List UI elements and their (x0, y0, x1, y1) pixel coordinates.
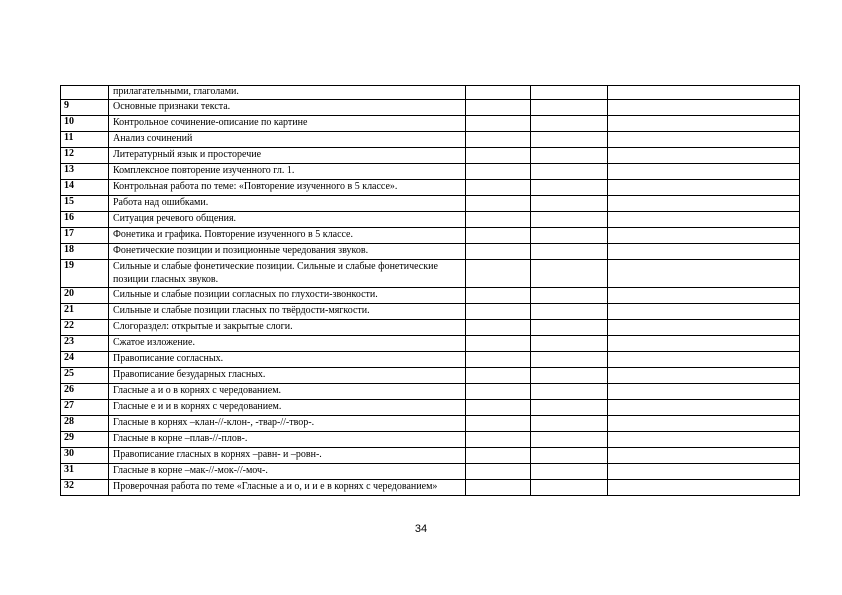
lesson-topic: Работа над ошибками. (109, 196, 466, 212)
empty-cell (466, 432, 531, 448)
lesson-number: 24 (61, 352, 109, 368)
table-row (61, 196, 800, 212)
lesson-topic: Анализ сочинений (109, 132, 466, 148)
lesson-number: 27 (61, 400, 109, 416)
empty-cell (608, 384, 800, 400)
empty-cell (531, 320, 608, 336)
table-row (61, 260, 800, 288)
lesson-number: 10 (61, 116, 109, 132)
empty-cell (531, 86, 608, 100)
empty-cell (608, 448, 800, 464)
empty-cell (531, 260, 608, 288)
table-row (61, 352, 800, 368)
empty-cell (466, 336, 531, 352)
lesson-topic: Гласные а и о в корнях с чередованием. (109, 384, 466, 400)
empty-cell (531, 288, 608, 304)
table-row (61, 464, 800, 480)
lesson-number: 21 (61, 304, 109, 320)
lesson-number: 23 (61, 336, 109, 352)
empty-cell (466, 86, 531, 100)
table-row (61, 244, 800, 260)
empty-cell (531, 304, 608, 320)
lesson-topic: Проверочная работа по теме «Гласные а и о, и и е в корнях с чередованием» (109, 480, 466, 496)
empty-cell (466, 384, 531, 400)
empty-cell (531, 480, 608, 496)
empty-cell (608, 480, 800, 496)
empty-cell (466, 416, 531, 432)
lesson-topic: Комплексное повторение изученного гл. 1. (109, 164, 466, 180)
table-row (61, 132, 800, 148)
table-row (61, 212, 800, 228)
lesson-topic: Правописание согласных. (109, 352, 466, 368)
table-row (61, 148, 800, 164)
empty-cell (608, 260, 800, 288)
empty-cell (608, 244, 800, 260)
empty-cell (466, 116, 531, 132)
table-row (61, 86, 800, 100)
empty-cell (466, 196, 531, 212)
table-row (61, 400, 800, 416)
empty-cell (466, 304, 531, 320)
empty-cell (466, 148, 531, 164)
lesson-topic: Слогораздел: открытые и закрытые слоги. (109, 320, 466, 336)
empty-cell (608, 86, 800, 100)
empty-cell (466, 288, 531, 304)
empty-cell (531, 336, 608, 352)
empty-cell (608, 352, 800, 368)
lesson-number: 11 (61, 132, 109, 148)
empty-cell (531, 368, 608, 384)
empty-cell (608, 432, 800, 448)
lesson-topic: прилагательными, глаголами. (109, 86, 466, 100)
lesson-number: 16 (61, 212, 109, 228)
lesson-number: 32 (61, 480, 109, 496)
table-row (61, 228, 800, 244)
lesson-plan-table (60, 85, 800, 496)
empty-cell (608, 320, 800, 336)
empty-cell (466, 132, 531, 148)
lesson-topic: Сжатое изложение. (109, 336, 466, 352)
empty-cell (531, 432, 608, 448)
empty-cell (608, 400, 800, 416)
empty-cell (466, 244, 531, 260)
empty-cell (531, 148, 608, 164)
lesson-topic: Гласные в корне –плав-//-плов-. (109, 432, 466, 448)
lesson-number: 28 (61, 416, 109, 432)
table-row (61, 384, 800, 400)
empty-cell (531, 400, 608, 416)
page-number: 34 (414, 523, 428, 535)
lesson-number: 17 (61, 228, 109, 244)
empty-cell (531, 384, 608, 400)
lesson-topic: Литературный язык и просторечие (109, 148, 466, 164)
empty-cell (531, 416, 608, 432)
empty-cell (531, 352, 608, 368)
table-row (61, 116, 800, 132)
empty-cell (608, 304, 800, 320)
lesson-number: 13 (61, 164, 109, 180)
lesson-topic: Гласные в корнях –клан-//-клон-, -твар-//-твор-. (109, 416, 466, 432)
lesson-topic: Правописание безударных гласных. (109, 368, 466, 384)
empty-cell (608, 196, 800, 212)
lesson-number: 9 (61, 100, 109, 116)
empty-cell (466, 400, 531, 416)
table-row (61, 432, 800, 448)
table-row (61, 480, 800, 496)
empty-cell (608, 116, 800, 132)
lesson-number (61, 86, 109, 100)
lesson-number: 31 (61, 464, 109, 480)
empty-cell (531, 244, 608, 260)
lesson-topic: Фонетика и графика. Повторение изученного в 5 классе. (109, 228, 466, 244)
empty-cell (608, 148, 800, 164)
lesson-number: 18 (61, 244, 109, 260)
table-row (61, 416, 800, 432)
table-body (61, 86, 800, 496)
table-row (61, 368, 800, 384)
table-row (61, 100, 800, 116)
empty-cell (531, 228, 608, 244)
lesson-topic: Правописание гласных в корнях –равн- и –ровн-. (109, 448, 466, 464)
empty-cell (608, 288, 800, 304)
lesson-number: 12 (61, 148, 109, 164)
lesson-number: 22 (61, 320, 109, 336)
empty-cell (466, 100, 531, 116)
empty-cell (466, 352, 531, 368)
empty-cell (608, 368, 800, 384)
table-row (61, 320, 800, 336)
lesson-number: 15 (61, 196, 109, 212)
table-row (61, 336, 800, 352)
lesson-topic: Ситуация речевого общения. (109, 212, 466, 228)
empty-cell (531, 464, 608, 480)
empty-cell (466, 320, 531, 336)
empty-cell (608, 100, 800, 116)
lesson-topic: Фонетические позиции и позиционные чередования звуков. (109, 244, 466, 260)
empty-cell (466, 464, 531, 480)
empty-cell (466, 368, 531, 384)
lesson-topic: Гласные е и и в корнях с чередованием. (109, 400, 466, 416)
lesson-number: 26 (61, 384, 109, 400)
table-row (61, 448, 800, 464)
empty-cell (466, 228, 531, 244)
table-row (61, 164, 800, 180)
empty-cell (466, 180, 531, 196)
empty-cell (531, 132, 608, 148)
lesson-topic: Основные признаки текста. (109, 100, 466, 116)
empty-cell (608, 212, 800, 228)
empty-cell (466, 164, 531, 180)
empty-cell (531, 180, 608, 196)
empty-cell (531, 100, 608, 116)
empty-cell (466, 212, 531, 228)
lesson-number: 30 (61, 448, 109, 464)
lesson-topic: Сильные и слабые позиции согласных по глухости-звонкости. (109, 288, 466, 304)
empty-cell (531, 164, 608, 180)
lesson-number: 19 (61, 260, 109, 288)
empty-cell (531, 212, 608, 228)
lesson-topic: Контрольная работа по теме: «Повторение изученного в 5 классе». (109, 180, 466, 196)
lesson-topic: Гласные в корне –мак-//-мок-//-моч-. (109, 464, 466, 480)
lesson-number: 20 (61, 288, 109, 304)
empty-cell (608, 228, 800, 244)
empty-cell (608, 464, 800, 480)
empty-cell (608, 336, 800, 352)
empty-cell (531, 196, 608, 212)
empty-cell (466, 448, 531, 464)
empty-cell (466, 260, 531, 288)
empty-cell (531, 116, 608, 132)
empty-cell (608, 132, 800, 148)
lesson-topic: Контрольное сочинение-описание по картине (109, 116, 466, 132)
lesson-number: 25 (61, 368, 109, 384)
empty-cell (466, 480, 531, 496)
lesson-number: 29 (61, 432, 109, 448)
empty-cell (608, 164, 800, 180)
empty-cell (608, 180, 800, 196)
table-row (61, 180, 800, 196)
table-row (61, 304, 800, 320)
lesson-number: 14 (61, 180, 109, 196)
lesson-topic: Сильные и слабые фонетические позиции. Сильные и слабые фонетические позиции гласных звуков. (109, 260, 466, 288)
table-row (61, 288, 800, 304)
empty-cell (608, 416, 800, 432)
lesson-topic: Сильные и слабые позиции гласных по твёрдости-мягкости. (109, 304, 466, 320)
empty-cell (531, 448, 608, 464)
